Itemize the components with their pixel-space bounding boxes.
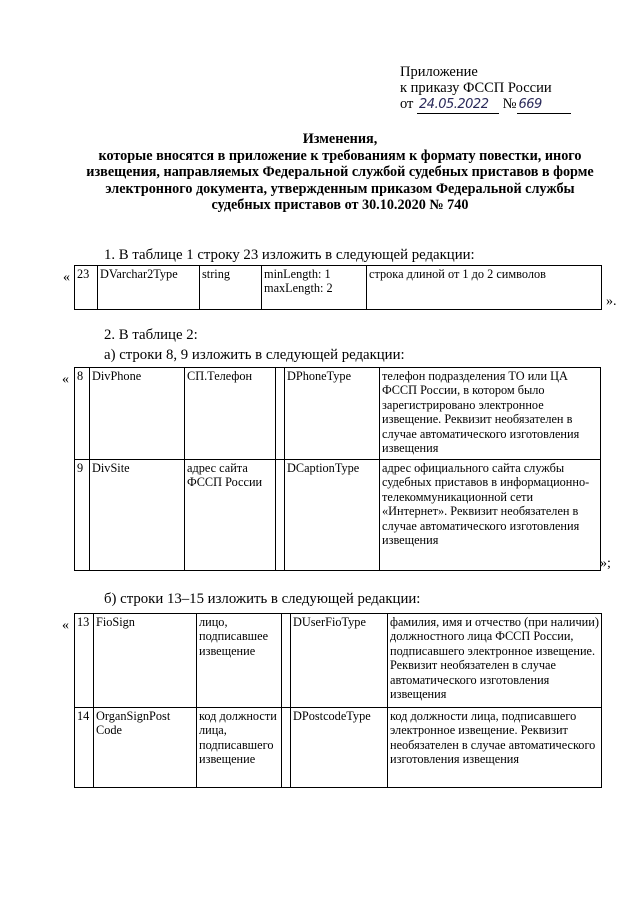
table3-open-quote: « xyxy=(62,618,69,633)
table-row xyxy=(75,460,601,571)
table1-open-quote: « xyxy=(63,270,70,285)
table2-row2-desc: адрес официального сайта службы судебных приставов в информационно-телекоммуникационной сети «Интернет». Реквизит необязателен в случае автоматического изготовления извещения xyxy=(380,460,601,571)
appendix-from: от xyxy=(400,96,414,112)
table2-row1-spacer xyxy=(276,368,285,460)
table3-row1-type: DUserFioType xyxy=(291,614,388,708)
title-line4: электронного документа, утвержденным приказом Федеральной службы xyxy=(105,180,575,197)
appendix-number-field xyxy=(517,96,571,114)
table2-row1-type: DPhoneType xyxy=(285,368,380,460)
table2-row1-name: DivPhone xyxy=(90,368,185,460)
item-2a: а) строки 8, 9 изложить в следующей редакции: xyxy=(104,347,405,363)
appendix-number: 669 xyxy=(518,97,542,112)
table-row xyxy=(75,614,602,708)
item-2b: б) строки 13–15 изложить в следующей редакции: xyxy=(104,591,421,607)
table3-row1-desc: фамилия, имя и отчество (при наличии) должностного лица ФССП России, подписавшего электронное извещение. Реквизит необязателен в случае автоматического изготовления извещения xyxy=(388,614,602,708)
table2-row1-desc: телефон подразделения ТО или ЦА ФССП России, в котором было зарегистрировано электронное извещение. Реквизит необязателен в случае автоматического изготовления извещения xyxy=(380,368,601,460)
item-2: 2. В таблице 2: xyxy=(104,327,198,343)
appendix-line1: Приложение xyxy=(400,64,478,80)
title-line5: судебных приставов от 30.10.2020 № 740 xyxy=(211,197,469,214)
table2-row1-label: СП.Телефон xyxy=(185,368,276,460)
table3-row1-spacer xyxy=(282,614,291,708)
title-line2: которые вносятся в приложение к требованиям к формату повестки, иного xyxy=(98,147,582,164)
table3-row1-label: лицо, подписавшее извещение xyxy=(197,614,282,708)
table1-cell-restrictions xyxy=(262,266,367,310)
table1-cell-num: 23 xyxy=(75,266,98,310)
table-row xyxy=(75,708,602,788)
table3-row2-name: OrganSignPost Code xyxy=(94,708,197,788)
title-line1: Изменения, xyxy=(302,131,378,147)
table3-row2-num: 14 xyxy=(75,708,94,788)
table1-close-quote: ». xyxy=(606,294,617,309)
appendix-line2: к приказу ФССП России xyxy=(400,80,552,96)
table1-restr-max: maxLength: 2 xyxy=(264,281,333,296)
table2-row2-label: адрес сайта ФССП России xyxy=(185,460,276,571)
table3-row1-name: FioSign xyxy=(94,614,197,708)
table1-cell-type: string xyxy=(200,266,262,310)
appendix-date: 24.05.2022 xyxy=(419,97,489,112)
appendix-date-line xyxy=(400,96,571,114)
table3-row2-spacer xyxy=(282,708,291,788)
table2-close-quote: »; xyxy=(600,556,611,571)
table-1 xyxy=(74,265,602,310)
appendix-header xyxy=(400,64,571,114)
table1-cell-name: DVarchar2Type xyxy=(98,266,200,310)
table2-row2-num: 9 xyxy=(75,460,90,571)
table2-row1-num: 8 xyxy=(75,368,90,460)
table2-row2-spacer xyxy=(276,460,285,571)
table-2 xyxy=(74,367,601,571)
appendix-date-field xyxy=(417,96,499,114)
table-row xyxy=(75,368,601,460)
table3-row2-label: код должности лица, подписавшего извещение xyxy=(197,708,282,788)
table3-row2-type: DPostcodeType xyxy=(291,708,388,788)
table3-row2-desc: код должности лица, подписавшего электронное извещение. Реквизит необязателен в случае автоматического изготовления извещения xyxy=(388,708,602,788)
table-3 xyxy=(74,613,602,788)
document-title xyxy=(60,131,620,214)
table-row xyxy=(75,266,602,310)
table3-row1-num: 13 xyxy=(75,614,94,708)
table2-open-quote: « xyxy=(62,372,69,387)
title-line3: извещения, направляемых Федеральной службой судебных приставов в форме xyxy=(86,164,594,181)
table2-row2-name: DivSite xyxy=(90,460,185,571)
table1-cell-desc: строка длиной от 1 до 2 символов xyxy=(367,266,602,310)
item-1: 1. В таблице 1 строку 23 изложить в следующей редакции: xyxy=(104,247,475,263)
appendix-num-sign: № xyxy=(502,96,517,112)
table2-row2-type: DCaptionType xyxy=(285,460,380,571)
table1-restr-min: minLength: 1 xyxy=(264,267,331,281)
